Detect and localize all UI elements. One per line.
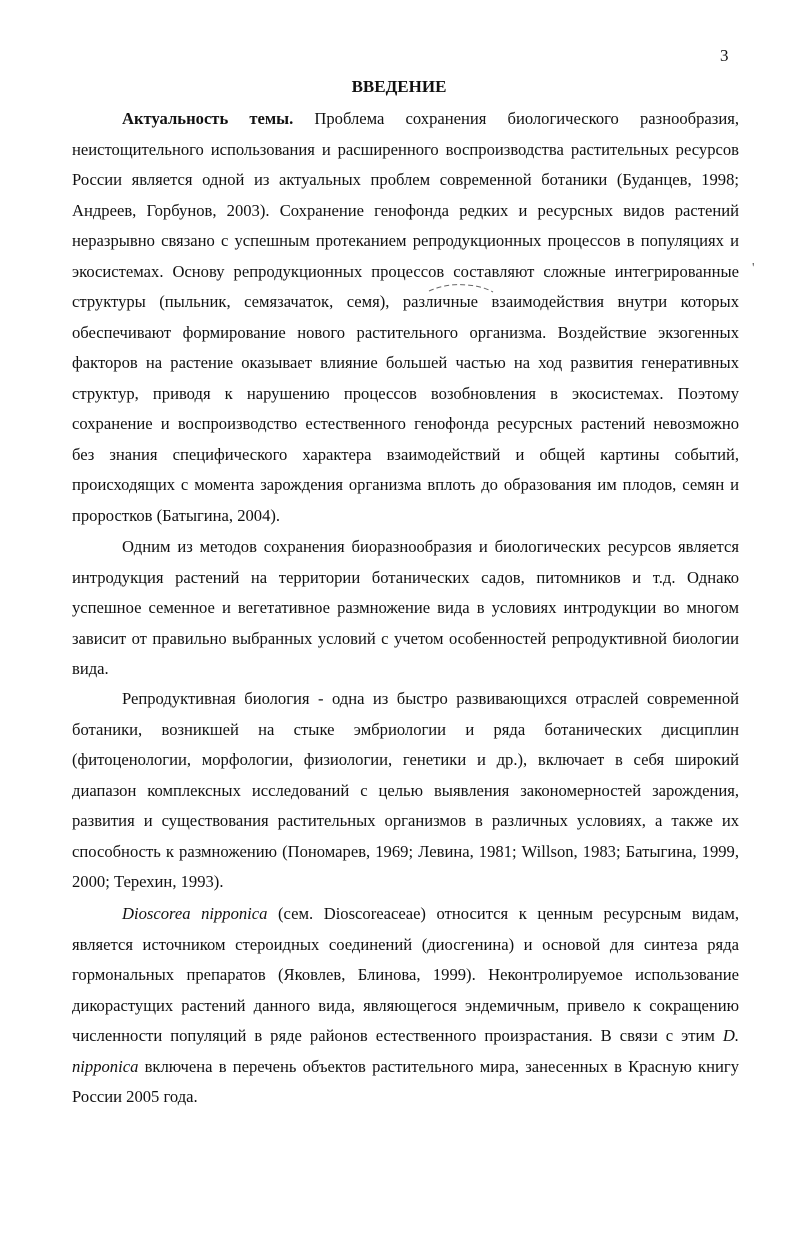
text-line: Dioscorea nipponica (сем. Dioscoreaceae) относится к ценным ресурсным видам, [122, 904, 740, 923]
text-line: численности популяций в ряде районов естественного произрастания. В связи с этим D. [72, 1026, 739, 1045]
text-line: развития и существования растительных организмов в различных условиях, а также их [72, 811, 739, 830]
paragraph-introduction-methods [72, 532, 739, 685]
text-line: является источником стероидных соединений (диосгенина) и основой для синтеза ряда [72, 934, 739, 954]
text-line: обеспечивают формирование нового растительного организма. Воздействие экзогенных [72, 322, 739, 342]
relevance-heading: Актуальность темы. [122, 109, 294, 128]
text-line: вида. [72, 659, 109, 678]
text-line: происходящих с момента зарождения организма вплоть до образования им плодов, семян и [72, 475, 739, 494]
text-line: дикорастущих растений данного вида, являющегося эндемичным, привело к сокращению [72, 995, 739, 1015]
text-line: 2000; Терехин, 1993). [72, 872, 224, 891]
text-line: nipponica включена в перечень объектов растительного мира, занесенных в Красную книгу [72, 1056, 739, 1076]
text-line: Одним из методов сохранения биоразнообразия и биологических ресурсов является [122, 537, 739, 556]
text-line: структуры (пыльник, семязачаток, семя), различные взаимодействия внутри которых [72, 292, 739, 311]
text-line: России является одной из актуальных проблем современной ботаники (Буданцев, 1998; [72, 170, 739, 189]
text-line: сохранение и воспроизводство естественного генофонда ресурсных растений невозможно [72, 414, 739, 433]
text-line: неистощительного использования и расширенного воспроизводства растительных ресурсов [72, 139, 739, 159]
page-number: 3 [720, 46, 729, 65]
text-line: экосистемах. Основу репродукционных процессов составляют сложные интегрированные [72, 261, 739, 281]
text-line: способность к размножению (Пономарев, 1969; Левина, 1981; Willson, 1983; Батыгина, 1999, [72, 841, 739, 861]
text-line: ботаники, возникшей на стыке эмбриологии и ряда ботанических дисциплин [72, 719, 739, 739]
margin-mark: ' [752, 261, 755, 276]
paragraph-dioscorea [72, 899, 739, 1113]
text-line: без знания специфического характера взаимодействий и общей картины событий, [72, 444, 739, 464]
text-line: факторов на растение оказывает влияние большей частью на ход развития генеративных [72, 353, 739, 372]
text-line: проростков (Батыгина, 2004). [72, 505, 281, 525]
text-line: (фитоценологии, морфологии, физиологии, генетики и др.), включает в себя широкий [72, 750, 739, 769]
text-line: интродукция растений на территории ботанических садов, питомников и т.д. Однако [72, 567, 739, 587]
text-line: Актуальность темы. Проблема сохранения биологического разнообразия, [122, 109, 739, 128]
text-line: Андреев, Горбунов, 2003). Сохранение генофонда редких и ресурсных видов растений [72, 200, 739, 220]
text-line: зависит от правильно выбранных условий с учетом особенностей репродуктивной биологии [72, 628, 739, 648]
text-line: Репродуктивная биология - одна из быстро развивающихся отраслей современной [122, 689, 739, 708]
text-line: диапазон комплексных исследований с целью выявления закономерностей зарождения, [72, 780, 739, 800]
section-title: ВВЕДЕНИЕ [351, 77, 447, 96]
paragraph-reproductive-biology [72, 684, 739, 898]
text-line: структур, приводя к нарушению процессов возобновления в экосистемах. Поэтому [72, 383, 739, 403]
paragraph-relevance [72, 104, 739, 531]
text-line: гормональных препаратов (Яковлев, Блинова, 1999). Неконтролируемое использование [72, 965, 739, 984]
text-line: неразрывно связано с успешным протеканием репродукционных процессов в популяциях и [72, 231, 739, 250]
species-name: Dioscorea nipponica [122, 904, 268, 923]
text-line: успешное семенное и вегетативное размножение вида в условиях интродукции во многом [72, 598, 739, 617]
text-line: России 2005 года. [72, 1087, 198, 1106]
